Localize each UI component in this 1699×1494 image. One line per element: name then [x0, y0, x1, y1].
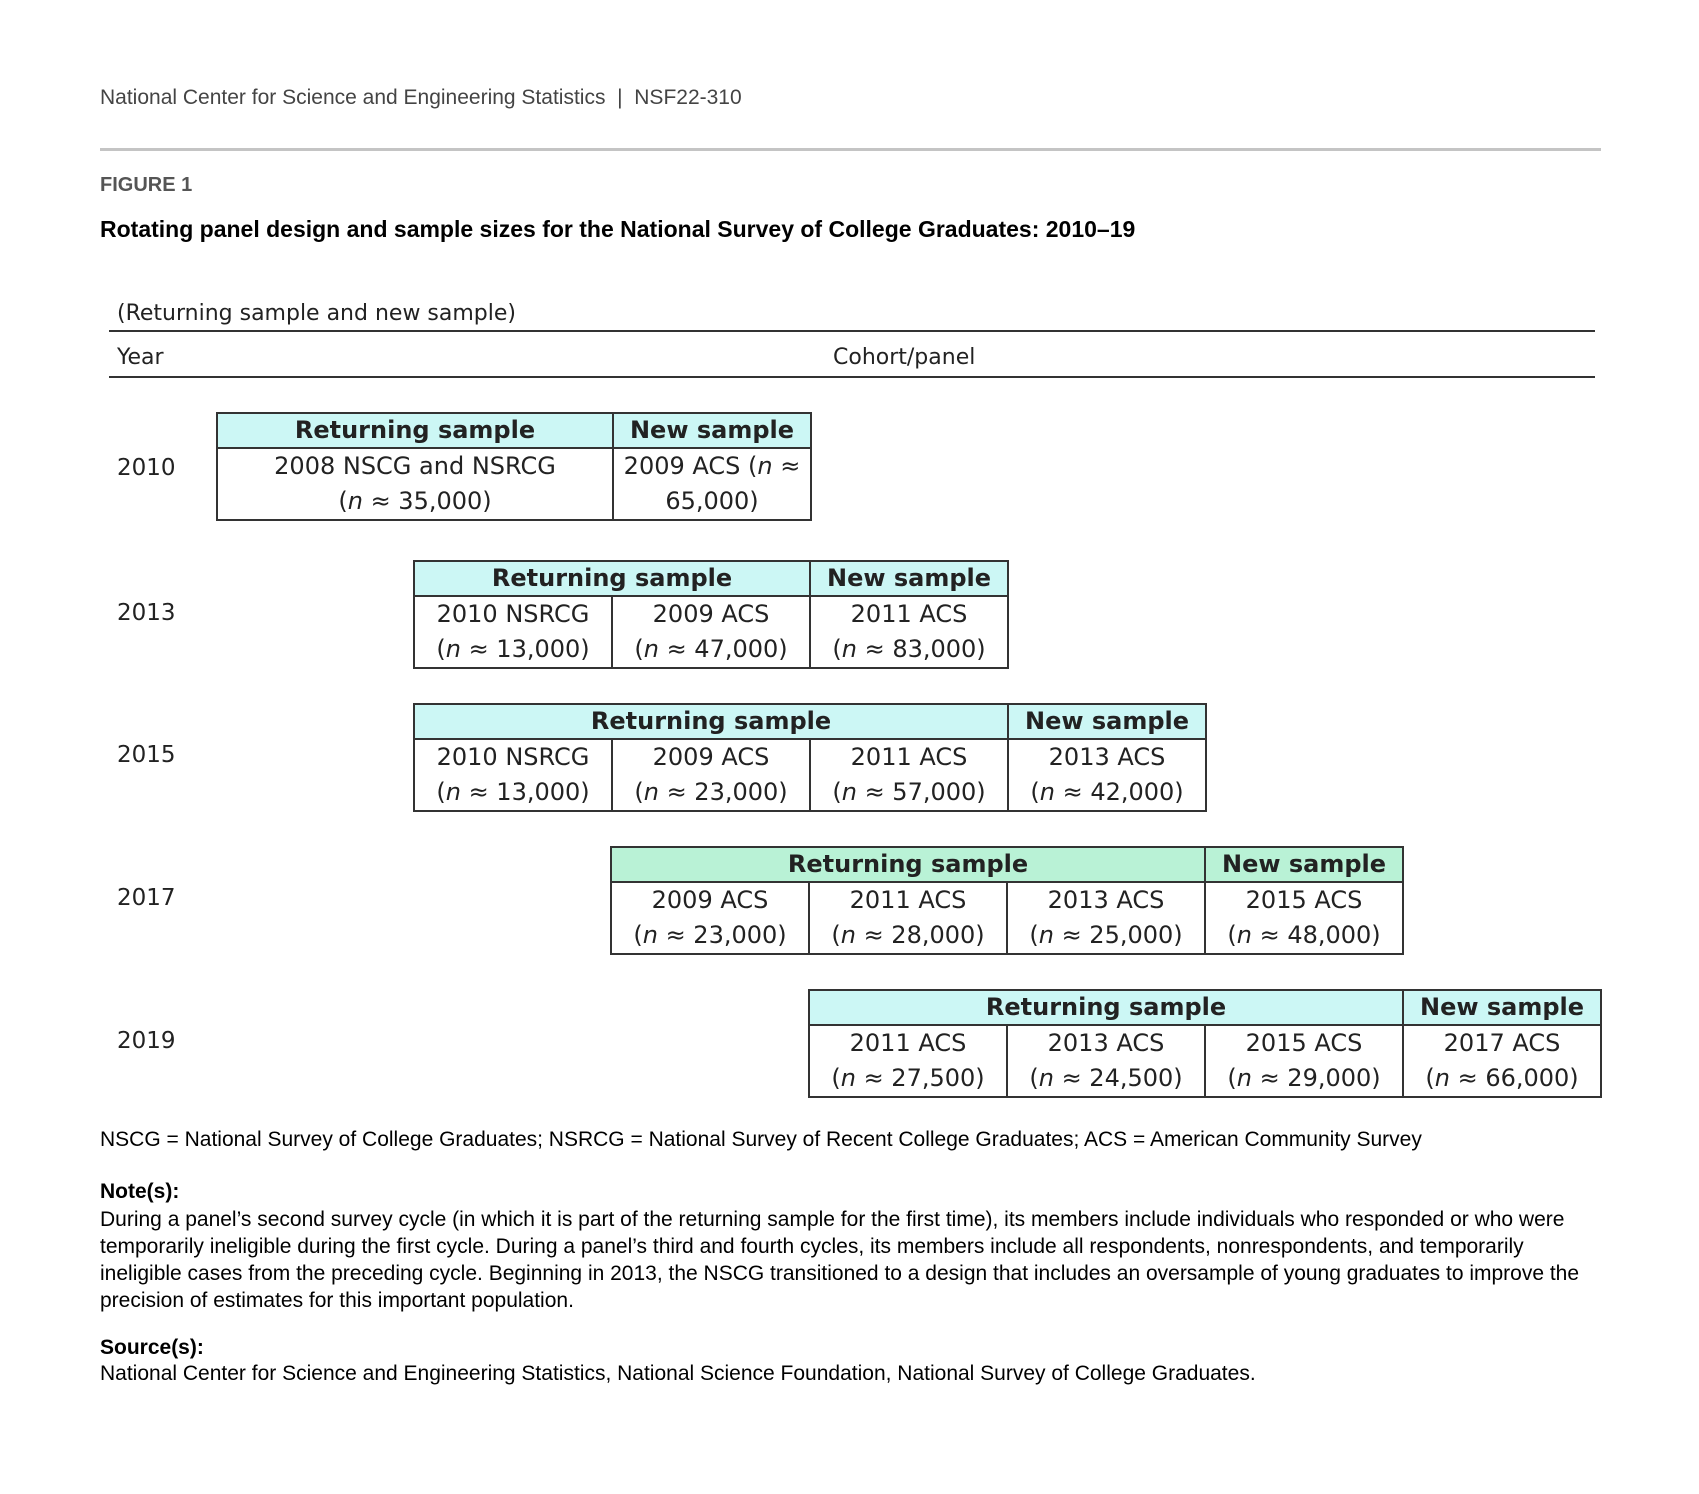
new-sample-header: New sample — [613, 413, 811, 448]
returning-sample-header: Returning sample — [217, 413, 613, 448]
year-label-2019: 2019 — [117, 1028, 176, 1054]
sources-text: National Center for Science and Engineering Statistics, National Science Foundation, National Survey of College Graduates. — [100, 1362, 1256, 1385]
figure-label: FIGURE 1 — [100, 174, 193, 196]
panel-cell — [809, 1025, 1007, 1097]
panel-cell — [217, 448, 613, 520]
figure-header-rule — [109, 376, 1595, 378]
panel-cell — [1008, 739, 1206, 811]
returning-sample-header: Returning sample — [414, 704, 1008, 739]
sources-heading: Source(s): — [100, 1336, 204, 1359]
cell-source: 2010 NSRCG — [436, 600, 590, 628]
cell-sample-size: (n ≈ 47,000) — [634, 635, 788, 663]
abbreviations-footnote: NSCG = National Survey of College Graduates; NSRCG = National Survey of Recent College Graduates; ACS = American Community Survey — [100, 1128, 1422, 1151]
figure-title: Rotating panel design and sample sizes for the National Survey of College Graduates: 2010–19 — [100, 216, 1136, 242]
cell-sample-size: (n ≈ 48,000) — [1227, 921, 1381, 949]
cell-sample-size: (n ≈ 66,000) — [1425, 1064, 1579, 1092]
panel-cell — [612, 596, 810, 668]
cell-source: 2011 ACS — [850, 743, 968, 771]
panel-cell — [613, 448, 811, 520]
cell-sample-size: (n ≈ 24,500) — [1029, 1064, 1183, 1092]
returning-sample-header: Returning sample — [414, 561, 810, 596]
cell-source: 2015 ACS — [1245, 886, 1363, 914]
panel-cell — [612, 739, 810, 811]
cell-sample-size: (n ≈ 13,000) — [436, 778, 590, 806]
panel-cell — [809, 882, 1007, 954]
panel-cell — [810, 596, 1008, 668]
cell-source: 2011 ACS — [849, 886, 967, 914]
cell-sample-size: (n ≈ 42,000) — [1030, 778, 1184, 806]
panel-cell — [1007, 882, 1205, 954]
cell-source: 2009 ACS — [651, 886, 769, 914]
cell-sample-size: (n ≈ 27,500) — [831, 1064, 985, 1092]
panel-cell — [810, 739, 1008, 811]
panel-cell — [414, 739, 612, 811]
panel-cell — [1403, 1025, 1601, 1097]
new-sample-header: New sample — [1205, 847, 1403, 882]
year-label-2015: 2015 — [117, 742, 176, 768]
cell-source: 2015 ACS — [1245, 1029, 1363, 1057]
panel-cell — [1205, 882, 1403, 954]
cell-sample-size: (n ≈ 28,000) — [831, 921, 985, 949]
cell-sample-size: (n ≈ 13,000) — [436, 635, 590, 663]
cell-source: 2011 ACS — [850, 600, 968, 628]
cell-source: 2013 ACS — [1048, 743, 1166, 771]
returning-sample-header: Returning sample — [809, 990, 1403, 1025]
year-label-2013: 2013 — [117, 600, 176, 626]
cell-source: 2010 NSRCG — [436, 743, 590, 771]
cell-source: 2009 ACS (n ≈ — [623, 452, 801, 480]
report-id: NSF22-310 — [634, 86, 742, 109]
new-sample-header: New sample — [1403, 990, 1601, 1025]
panel-cell — [1205, 1025, 1403, 1097]
cell-source: 2013 ACS — [1047, 1029, 1165, 1057]
cell-source: 2009 ACS — [652, 600, 770, 628]
cell-sample-size: 65,000) — [665, 487, 759, 515]
cell-source: 2017 ACS — [1443, 1029, 1561, 1057]
cell-source: 2013 ACS — [1047, 886, 1165, 914]
notes-text: During a panel’s second survey cycle (in which it is part of the returning sample for the first time), its members include individuals who responded or who were temporarily ineligible during the first cycle. During a panel’s third and fourth cycles, its members include all respondents, nonrespondents, and temporarily ineligible cases from the preceding cycle. Beginning in 2013, the NSCG transitioned to a design that includes an oversample of young graduates to improve the precision of estimates for this important population. — [100, 1208, 1580, 1312]
cell-sample-size: (n ≈ 35,000) — [338, 487, 492, 515]
figure-subtitle: (Returning sample and new sample) — [117, 301, 516, 326]
cell-sample-size: (n ≈ 57,000) — [832, 778, 986, 806]
panel-cell — [1007, 1025, 1205, 1097]
column-header-year: Year — [117, 345, 164, 370]
returning-sample-header: Returning sample — [611, 847, 1205, 882]
cell-source: 2008 NSCG and NSRCG — [274, 452, 556, 480]
panel-table-2010 — [216, 412, 812, 521]
new-sample-header: New sample — [1008, 704, 1206, 739]
notes-heading: Note(s): — [100, 1180, 180, 1203]
cell-sample-size: (n ≈ 83,000) — [832, 635, 986, 663]
year-label-2010: 2010 — [117, 455, 176, 481]
cell-sample-size: (n ≈ 29,000) — [1227, 1064, 1381, 1092]
cell-source: 2011 ACS — [849, 1029, 967, 1057]
cell-sample-size: (n ≈ 23,000) — [634, 778, 788, 806]
cell-sample-size: (n ≈ 23,000) — [633, 921, 787, 949]
new-sample-header: New sample — [810, 561, 1008, 596]
panel-cell — [414, 596, 612, 668]
panel-table-2013 — [413, 560, 1009, 669]
panel-cell — [611, 882, 809, 954]
panel-table-2017 — [610, 846, 1404, 955]
header-separator: | — [617, 86, 623, 109]
cell-sample-size: (n ≈ 25,000) — [1029, 921, 1183, 949]
cell-source: 2009 ACS — [652, 743, 770, 771]
agency-name: National Center for Science and Engineering Statistics — [100, 86, 606, 109]
figure-top-rule — [109, 330, 1595, 332]
year-label-2017: 2017 — [117, 885, 176, 911]
panel-table-2019 — [808, 989, 1602, 1098]
column-header-cohort: Cohort/panel — [833, 345, 976, 370]
panel-table-2015 — [413, 703, 1207, 812]
